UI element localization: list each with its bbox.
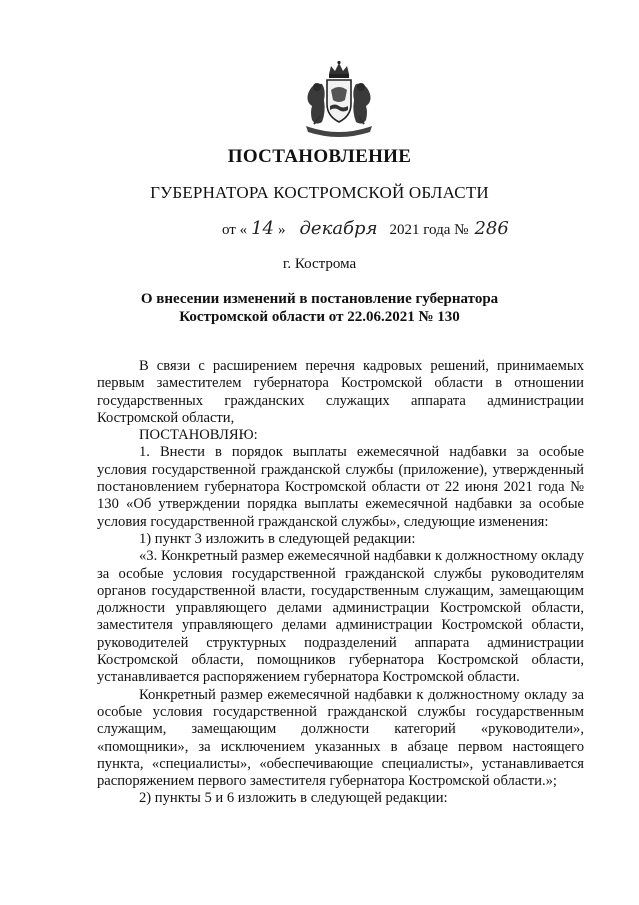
heading-line-1: О внесении изменений в постановление губернатора	[140, 291, 499, 307]
body-paragraph: «3. Конкретный размер ежемесячной надбавки к должностному окладу за особые условия государственной гражданской службы руководителям органов государственной власти, государственным служащим, замещающим должности управляющего делами администрации Костромской области, заместителя управляющего делами администрации Костромской области, руководителей структурных подразделений аппарата администрации Костромской области, помощников губернатора Костромской области, устанавливается распоряжением губернатора Костромской области.	[97, 548, 584, 686]
body-paragraph: В связи с расширением перечня кадровых решений, принимаемых первым заместителем губернатора Костромской области в отношении государственных гражданских служащих аппарата администрации Костромской области,	[97, 358, 584, 426]
document-title: ПОСТАНОВЛЕНИЕ	[227, 146, 412, 167]
body-paragraph: 1) пункт 3 изложить в следующей редакции:	[139, 530, 416, 547]
handwritten-day: 14	[251, 218, 275, 239]
date-quote-close: »	[278, 222, 286, 238]
date-prefix: от «	[222, 222, 248, 238]
body-paragraph: 2) пункты 5 и 6 изложить в следующей редакции:	[139, 790, 448, 807]
body-paragraph: Конкретный размер ежемесячной надбавки к должностному окладу за особые условия государственной гражданской службы государственным служащим, замещающим должности категорий «руководители», «помощники», за исключением указанных в абзаце первом настоящего пункта, «специалисты», «обеспечивающие специалисты», устанавливается распоряжением первого заместителя губернатора Костромской области.»;	[97, 686, 584, 790]
city-line: г. Кострома	[282, 256, 357, 272]
document-body	[97, 358, 584, 808]
date-line	[222, 218, 509, 239]
coat-of-arms-icon	[300, 60, 378, 142]
handwritten-number: 286	[474, 218, 509, 239]
document-subtitle: ГУБЕРНАТОРА КОСТРОМСКОЙ ОБЛАСТИ	[150, 183, 489, 202]
document-heading	[0, 290, 639, 326]
handwritten-month: декабря	[299, 218, 378, 239]
body-paragraph: ПОСТАНОВЛЯЮ:	[139, 427, 258, 444]
heading-line-2: Костромской области от 22.06.2021 № 130	[179, 309, 460, 325]
date-year: 2021 года №	[389, 222, 469, 238]
body-paragraph: 1. Внести в порядок выплаты ежемесячной надбавки за особые условия государственной гражданской службы (приложение), утвержденный постановлением губернатора Костромской области от 22 июня 2021 года № 130 «Об утверждении порядка выплаты ежемесячной надбавки за особые условия государственной гражданской службы», следующие изменения:	[97, 444, 584, 530]
